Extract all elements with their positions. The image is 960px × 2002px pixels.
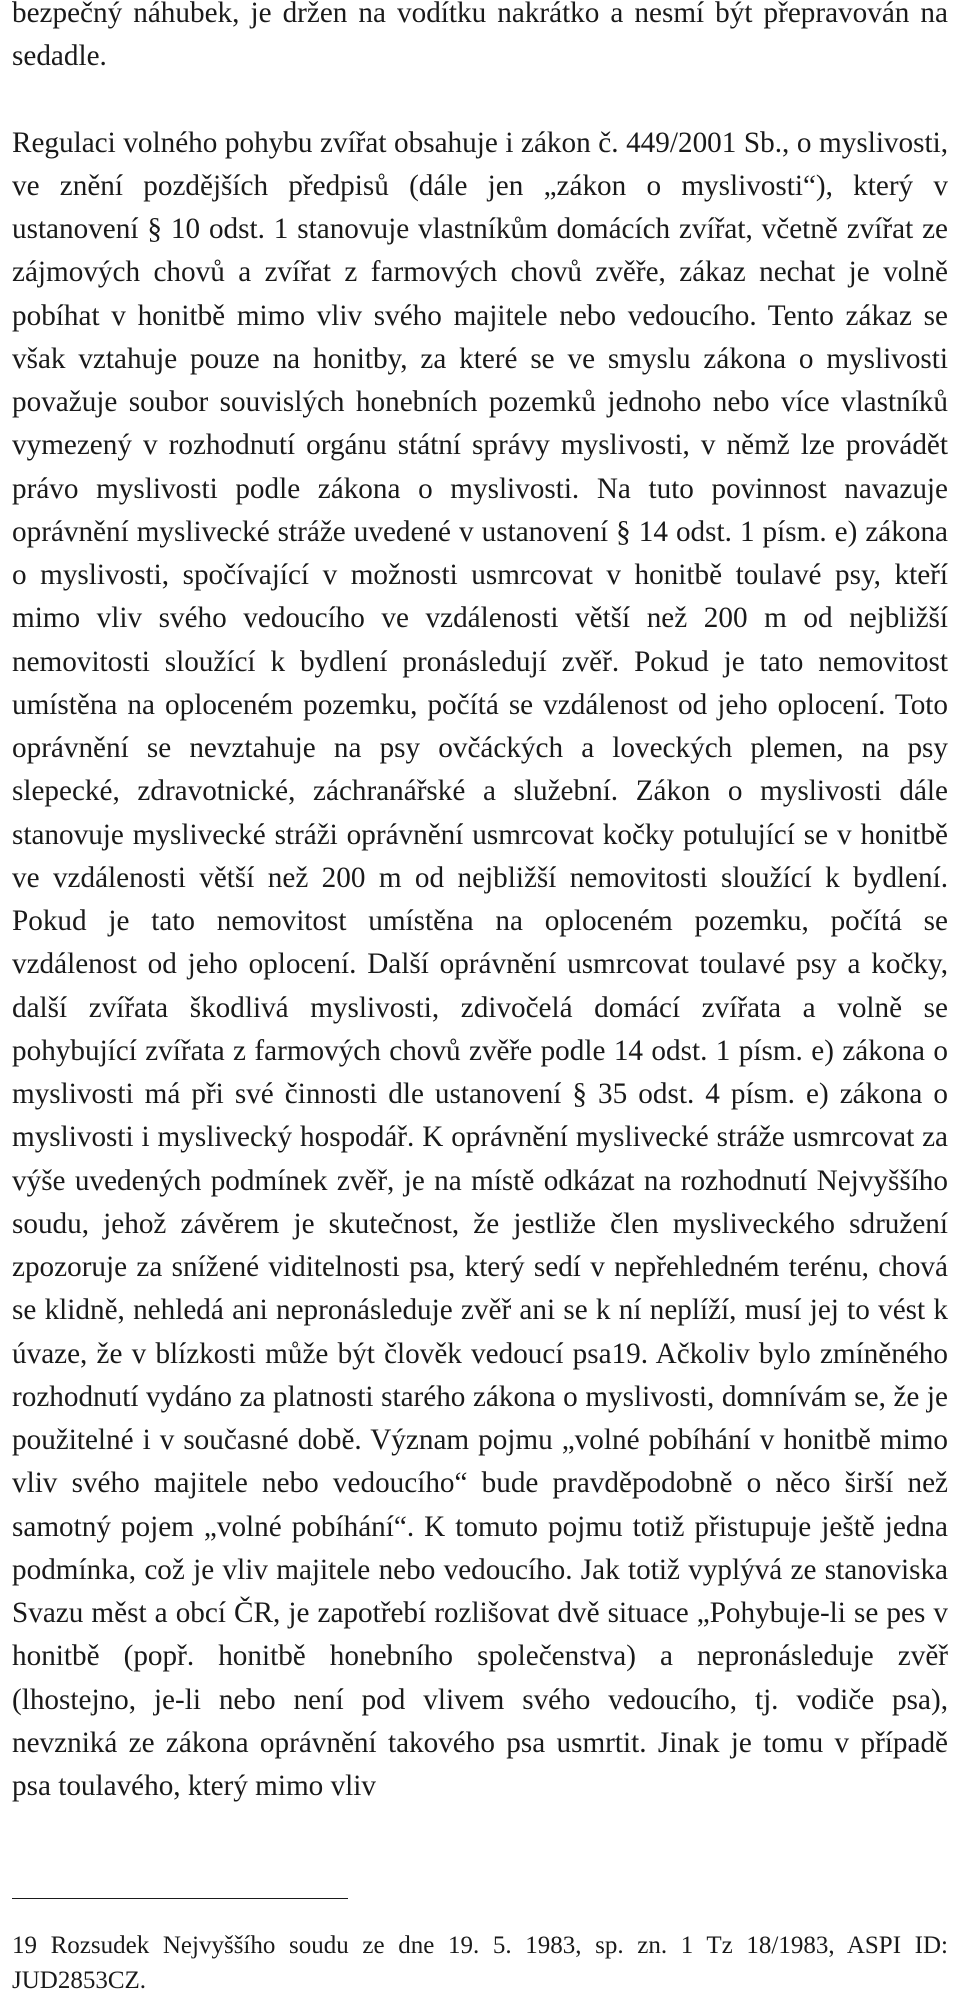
body-paragraph-continued: bezpečný náhubek, je držen na vodítku nakrátko a nesmí být přepravován na sedadle. bbox=[12, 0, 948, 73]
body-paragraph-main: Regulaci volného pohybu zvířat obsahuje i zákon č. 449/2001 Sb., o myslivosti, ve znění pozdějších předpisů (dále jen „zákon o myslivosti“), který v ustanovení § 10 odst. 1 stanovuje vlastníkům domácích zvířat, včetně zvířat ze zájmových chovů a zvířat z farmových chovů zvěře, zákaz nechat je volně pobíhat v honitbě mimo vliv svého majitele nebo vedoucího. Tento zákaz se však vztahuje pouze na honitby, za které se ve smyslu zákona o myslivosti považuje soubor souvislých honebních pozemků jednoho nebo více vlastníků vymezený v rozhodnutí orgánu státní správy myslivosti, v němž lze provádět právo myslivosti podle zákona o myslivosti. Na tuto povinnost navazuje oprávnění myslivecké stráže uvedené v ustanovení § 14 odst. 1 písm. e) zákona o myslivosti, spočívající v možnosti usmrcovat v honitbě toulavé psy, kteří mimo vliv svého vedoucího ve vzdálenosti větší než 200 m od nejbližší nemovitosti sloužící k bydlení pronásledují zvěř. Pokud je tato nemovitost umístěna na oploceném pozemku, počítá se vzdálenost od jeho oplocení. Toto oprávnění se nevztahuje na psy ovčáckých a loveckých plemen, na psy slepecké, zdravotnické, záchranářské a služební. Zákon o myslivosti dále stanovuje myslivecké stráži oprávnění usmrcovat kočky potulující se v honitbě ve vzdálenosti větší než 200 m od nejbližší nemovitosti sloužící k bydlení. Pokud je tato nemovitost umístěna na oploceném pozemku, počítá se vzdálenost od jeho oplocení. Další oprávnění usmrcovat toulavé psy a kočky, další zvířata škodlivá myslivosti, zdivočelá domácí zvířata a volně se pohybující zvířata z farmových chovů zvěře podle 14 odst. 1 písm. e) zákona o myslivosti má při své činnosti dle ustanovení § 35 odst. 4 písm. e) zákona o myslivosti i myslivecký hospodář. K oprávnění myslivecké stráže usmrcovat za výše uvedených podmínek zvěř, je na místě odkázat na rozhodnutí Nejvyššího soudu, jehož závěrem je skutečnost, že jestliže člen mysliveckého sdružení zpozoruje za snížené viditelnosti psa, který sedí v nepřehledném terénu, chová se klidně, nehledá ani nepronásleduje zvěř ani se k ní neplíží, musí jej to vést k úvaze, že v blízkosti může být člověk vedoucí psa19. Ačkoliv bylo zmíněného rozhodnutí vydáno za platnosti starého zákona o myslivosti, domnívám se, že je použitelné i v současné době. Význam pojmu „volné pobíhání v honitbě mimo vliv svého majitele nebo vedoucího“ bude pravděpodobně o něco širší než samotný pojem „volné pobíhání“. K tomuto pojmu totiž přistupuje ještě jedna podmínka, což je vliv majitele nebo vedoucího. Jak totiž vyplývá ze stanoviska Svazu měst a obcí ČR, je zapotřebí rozlišovat dvě situace „Pohybuje-li se pes v honitbě (popř. honitbě honebního společenstva) a nepronásleduje zvěř (lhostejno, je-li nebo není pod vlivem svého vedoucího, tj. vodiče psa), nevzniká ze zákona oprávnění takového psa usmrtit. Jinak je tomu v případě psa toulavého, který mimo vliv bbox=[12, 126, 948, 1802]
footnote-separator bbox=[12, 1898, 348, 1899]
footnote: 19 Rozsudek Nejvyššího soudu ze dne 19. 5. 1983, sp. zn. 1 Tz 18/1983, ASPI ID: JUD2853CZ. bbox=[12, 1932, 948, 1994]
